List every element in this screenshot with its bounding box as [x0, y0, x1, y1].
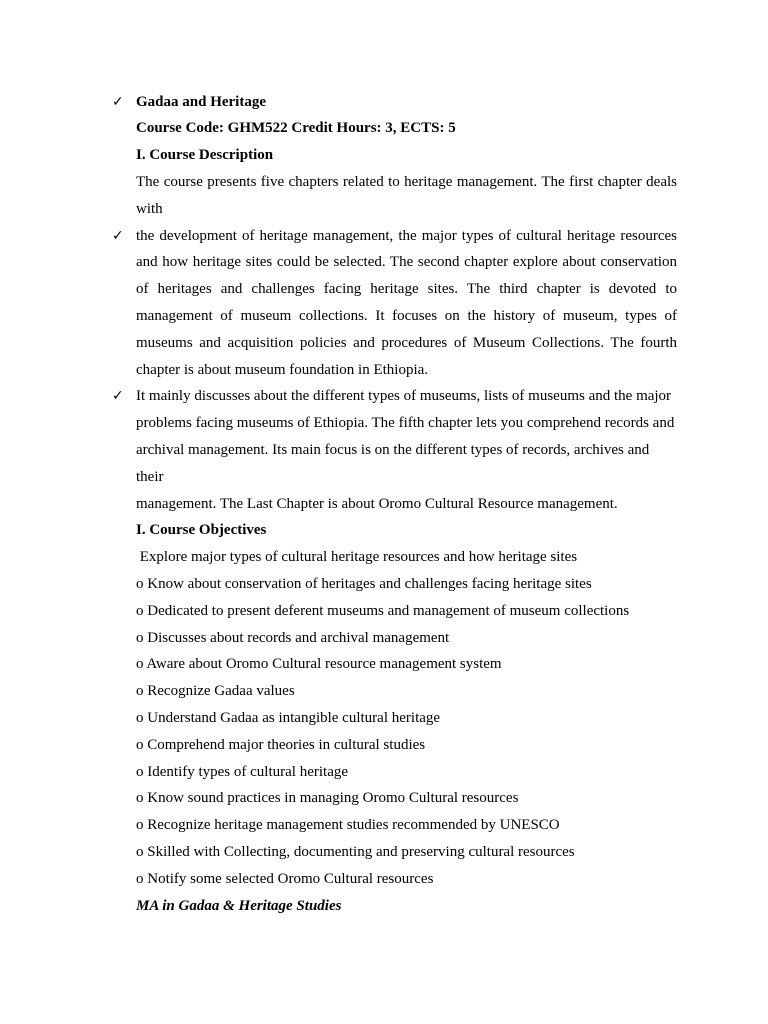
checkmark-icon: ✓: [112, 93, 124, 110]
objective-item: o Skilled with Collecting, documenting and preserving cultural resources: [136, 844, 575, 860]
objectives-heading: I. Course Objectives: [136, 522, 267, 539]
description-line: their: [136, 468, 164, 485]
objective-item: o Aware about Oromo Cultural resource management system: [136, 656, 502, 673]
description-line: It mainly discusses about the different types of museums, lists of museums and the major: [136, 388, 672, 405]
objective-item: o Know about conservation of heritages and challenges facing heritage sites: [136, 576, 592, 592]
description-line: management. The Last Chapter is about Oromo Cultural Resource management.: [136, 495, 618, 512]
program-title: MA in Gadaa & Heritage Studies: [136, 897, 342, 914]
description-line: problems facing museums of Ethiopia. The fifth chapter lets you comprehend records and: [136, 415, 675, 432]
objective-item: o Discusses about records and archival management: [136, 629, 450, 646]
checkmark-icon: ✓: [112, 227, 124, 244]
description-line: and how heritage sites could be selected. The second chapter explore about conservation: [136, 254, 677, 271]
objective-item: o Dedicated to present deferent museums and management of museum collections: [136, 602, 630, 619]
description-line: of heritages and challenges facing heritage sites. The third chapter is devoted to: [136, 281, 677, 298]
objective-item: o Know sound practices in managing Oromo Cultural resources: [136, 790, 519, 807]
checkmark-icon: ✓: [112, 388, 124, 405]
description-line: museums and acquisition policies and procedures of Museum Collections. The fourth: [136, 334, 677, 351]
description-line: with: [136, 200, 163, 217]
description-line: The course presents five chapters related to heritage management. The first chapter deals: [136, 174, 677, 190]
objective-item: o Understand Gadaa as intangible cultural heritage: [136, 710, 441, 726]
objective-item: o Identify types of cultural heritage: [136, 763, 349, 780]
course-title: Gadaa and Heritage: [136, 93, 266, 110]
description-line: chapter is about museum foundation in Ethiopia.: [136, 361, 429, 378]
description-line: the development of heritage management, the major types of cultural heritage resources: [136, 227, 677, 244]
objective-item: o Notify some selected Oromo Cultural resources: [136, 870, 434, 887]
description-heading: I. Course Description: [136, 147, 274, 164]
objective-item: Explore major types of cultural heritage resources and how heritage sites: [136, 549, 578, 566]
description-line: archival management. Its main focus is on the different types of records, archives and: [136, 442, 650, 458]
objective-item: o Recognize heritage management studies recommended by UNESCO: [136, 817, 560, 834]
objective-item: o Recognize Gadaa values: [136, 683, 295, 700]
description-line: management of museum collections. It focuses on the history of museum, types of: [136, 308, 677, 324]
course-code: Course Code: GHM522 Credit Hours: 3, ECTS: 5: [136, 120, 456, 137]
objective-item: o Comprehend major theories in cultural studies: [136, 736, 426, 753]
